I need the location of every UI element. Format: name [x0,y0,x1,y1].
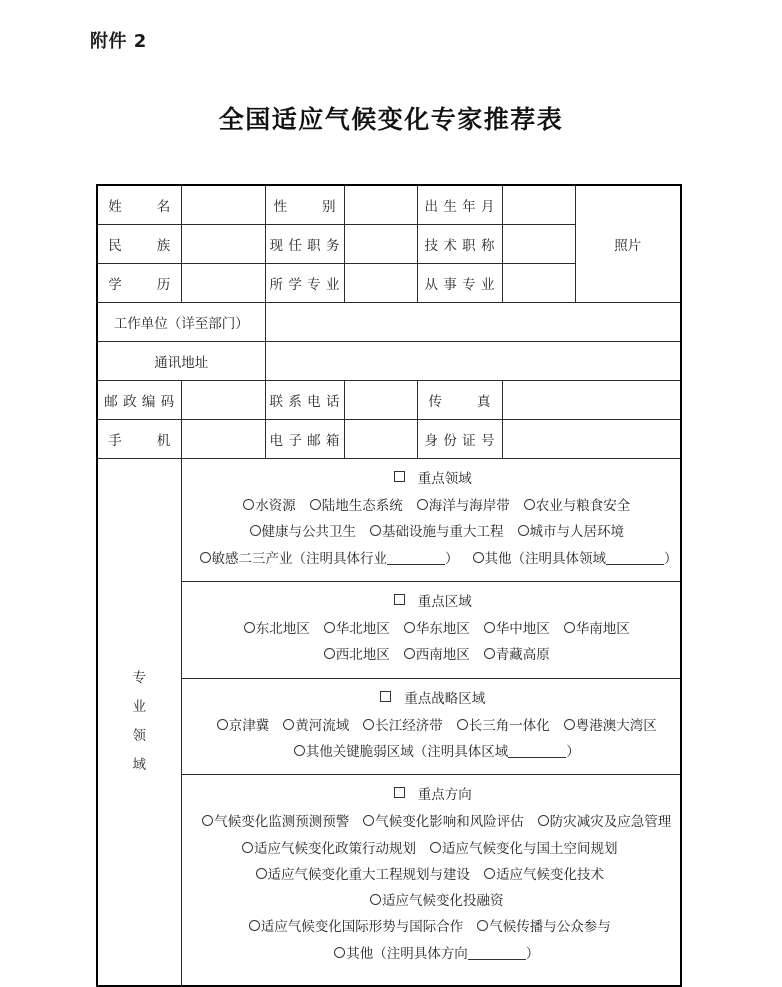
blank-close-paren: ） [525,945,540,962]
radio-icon[interactable] [404,622,415,633]
field-label-work-unit: 工作单位（详至部门） [97,303,265,342]
subsection-heading[interactable] [192,590,675,610]
radio-option[interactable] [404,642,470,668]
radio-icon[interactable] [417,499,428,510]
radio-option[interactable] [564,713,657,739]
radio-option[interactable] [370,519,504,545]
subsection-heading-label: 重点区域 [417,593,472,610]
radio-option[interactable] [363,713,443,739]
field-value-birthdate[interactable] [502,185,575,225]
option-line [192,616,675,642]
radio-icon[interactable] [404,648,415,659]
radio-option-label: 城市与人居环境 [529,524,624,541]
radio-option-label: 农业与粮食安全 [535,498,631,514]
label-text: 传 真 [428,394,491,410]
label-text: 现任职务 [269,238,340,254]
radio-option[interactable] [524,493,631,519]
attachment-label: 附件 2 [90,31,147,52]
label-text: 学 历 [108,277,171,293]
radio-option-label: 气候变化影响和风险评估 [375,814,524,831]
radio-icon[interactable] [370,525,381,536]
subsection-heading[interactable] [192,783,675,803]
expert-recommendation-form [96,184,682,987]
subsection-heading-label: 重点领域 [417,471,472,487]
radio-option-label: 适应气候变化重大工程规划与建设 [267,866,470,883]
radio-icon[interactable] [524,499,535,510]
field-value-gender[interactable] [344,185,417,225]
radio-option[interactable] [244,616,310,642]
radio-icon[interactable] [363,719,374,730]
radio-option[interactable] [249,914,464,940]
radio-option[interactable] [243,493,296,519]
field-label-specialty-area [97,459,181,987]
label-text: 所学专业 [269,277,340,293]
field-label-ethnicity [97,225,181,264]
radio-icon[interactable] [477,920,488,931]
radio-option[interactable] [334,941,539,967]
radio-option-label: 敏感二三产业（注明具体行业 [211,550,387,567]
radio-option-label: 华中地区 [495,620,550,637]
radio-option[interactable] [477,914,611,940]
field-label-education [97,264,181,303]
checkbox-icon[interactable] [394,594,405,605]
radio-icon[interactable] [249,920,260,931]
field-value-studied-major[interactable] [344,264,417,303]
radio-option-label: 其他（注明具体方向 [346,945,468,962]
radio-option-label: 健康与公共卫生 [261,524,356,541]
option-line [192,546,678,572]
checkbox-icon[interactable] [394,787,405,798]
radio-icon[interactable] [370,894,381,905]
blank-close-paren: ） [566,743,580,760]
radio-option[interactable] [518,519,625,545]
field-value-education[interactable] [181,264,265,303]
radio-option[interactable] [294,739,580,765]
radio-icon[interactable] [564,622,575,633]
radio-icon[interactable] [518,525,529,536]
radio-icon[interactable] [564,719,575,730]
blank-close-paren: ） [445,550,459,567]
field-value-name[interactable] [181,185,265,225]
specialty-label-char: 业 [132,699,146,716]
radio-icon[interactable] [217,719,228,730]
radio-icon[interactable] [256,868,267,879]
field-value-mobile[interactable] [181,420,265,459]
table-row [97,303,681,342]
field-label-studied-major [265,264,344,303]
radio-option-label: 适应气候变化投融资 [382,893,504,910]
radio-option[interactable] [370,888,504,914]
label-text: 从事专业 [424,277,495,293]
option-line [192,914,675,967]
label-text: 民 族 [108,238,171,254]
field-label-birthdate [417,185,502,225]
radio-option-label: 西北地区 [335,647,390,664]
option-line [192,836,675,915]
radio-icon[interactable] [202,815,213,826]
radio-option[interactable] [457,713,550,739]
radio-option-label: 黄河流域 [295,717,350,734]
label-text: 手 机 [108,433,171,449]
table-row [97,342,681,381]
radio-option-label: 气候传播与公众参与 [489,919,611,936]
field-label-mailing-address: 通讯地址 [97,342,265,381]
radio-option[interactable] [283,713,349,739]
field-value-phone[interactable] [344,381,417,420]
fill-in-blank[interactable] [606,564,664,565]
label-text: 联系电话 [269,394,340,410]
field-label-gender [265,185,344,225]
table-row [97,420,681,459]
radio-icon[interactable] [457,719,468,730]
radio-icon[interactable] [324,622,335,633]
page-title: 全国适应气候变化专家推荐表 [218,105,564,134]
radio-option[interactable] [404,616,470,642]
radio-icon[interactable] [484,648,495,659]
field-value-current-position[interactable] [344,225,417,264]
radio-option[interactable] [538,809,672,835]
field-label-technical-title [417,225,502,264]
table-row [97,185,681,225]
option-line [192,739,675,765]
radio-option[interactable] [200,546,459,572]
radio-icon[interactable] [334,947,345,958]
field-label-postal-code [97,381,181,420]
radio-option[interactable] [217,713,270,739]
radio-option-label: 长三角一体化 [468,717,550,734]
radio-option[interactable] [484,616,550,642]
subsection-heading[interactable] [192,687,675,707]
label-text: 出生年月 [424,199,495,215]
subsection-heading-label: 重点方向 [417,787,472,804]
label-text: 性 别 [273,199,336,215]
table-row-specialty [97,459,681,987]
option-line [192,809,675,835]
radio-icon[interactable] [324,648,335,659]
radio-option-label: 海洋与海岸带 [428,498,510,514]
label-text: 电子邮箱 [269,433,340,449]
radio-icon[interactable] [473,552,484,563]
radio-option-label: 陆地生态系统 [321,498,403,514]
radio-option[interactable] [417,493,510,519]
fill-in-blank[interactable] [508,757,566,758]
option-line [192,493,675,519]
radio-option-label: 气候变化监测预测预警 [214,814,350,831]
radio-option[interactable] [430,836,618,862]
radio-option-label: 华南地区 [575,620,630,637]
radio-option[interactable] [484,642,550,668]
subsection-heading[interactable] [192,467,675,487]
radio-option[interactable] [324,642,390,668]
option-line [192,642,675,668]
field-label-current-position [265,225,344,264]
radio-icon[interactable] [283,719,294,730]
label-text: 技术职称 [424,238,495,254]
field-label-name [97,185,181,225]
radio-icon[interactable] [363,815,374,826]
radio-icon[interactable] [294,745,305,756]
radio-icon[interactable] [242,842,253,853]
field-value-mailing-address[interactable] [265,342,681,381]
field-value-working-major[interactable] [502,264,575,303]
radio-option-label: 适应气候变化与国土空间规划 [442,840,618,857]
radio-option[interactable] [564,616,630,642]
radio-option-label: 华北地区 [335,620,390,637]
specialty-subsection [182,459,681,582]
radio-icon[interactable] [200,552,211,563]
radio-option[interactable] [250,519,357,545]
field-value-technical-title[interactable] [502,225,575,264]
field-label-mobile [97,420,181,459]
radio-option-label: 水资源 [255,498,296,514]
radio-option-label: 华东地区 [415,620,470,637]
label-text: 姓 名 [108,199,171,215]
radio-option[interactable] [324,616,390,642]
fill-in-blank[interactable] [468,959,526,960]
field-value-fax[interactable] [502,381,681,420]
radio-option-label: 基础设施与重大工程 [382,524,504,541]
label-text: 邮政编码 [104,394,175,410]
specialty-options-container [181,459,681,987]
specialty-subsection [182,775,681,985]
field-value-work-unit[interactable] [265,303,681,342]
field-value-id-number[interactable] [502,420,681,459]
radio-option-label: 防灾减灾及应急管理 [549,814,672,831]
field-label-id-number [417,420,502,459]
table-row [97,381,681,420]
checkbox-icon[interactable] [380,691,391,702]
radio-icon[interactable] [243,499,254,510]
subsection-heading-label: 重点战略区域 [404,690,486,707]
radio-option[interactable] [484,862,604,888]
radio-option[interactable] [242,836,416,862]
radio-option[interactable] [256,862,471,888]
radio-option[interactable] [310,493,403,519]
radio-icon[interactable] [430,842,441,853]
radio-option-label: 东北地区 [255,620,310,637]
radio-option[interactable] [473,546,678,572]
photo-cell[interactable]: 照片 [575,185,681,303]
field-value-ethnicity[interactable] [181,225,265,264]
field-label-phone [265,381,344,420]
fill-in-blank[interactable] [387,564,445,565]
radio-option[interactable] [363,809,524,835]
field-label-fax [417,381,502,420]
radio-icon[interactable] [484,622,495,633]
field-label-email [265,420,344,459]
specialty-subsection [182,679,681,776]
radio-option-label: 青藏高原 [495,647,550,664]
option-line [192,713,675,739]
radio-option-label: 粤港澳大湾区 [575,717,657,734]
radio-icon[interactable] [310,499,321,510]
field-value-postal-code[interactable] [181,381,265,420]
radio-option[interactable] [202,809,349,835]
radio-option-label: 适应气候变化政策行动规划 [254,840,416,857]
specialty-subsection [182,582,681,679]
radio-icon[interactable] [244,622,255,633]
radio-icon[interactable] [484,868,495,879]
label-text: 身份证号 [424,433,495,449]
field-value-email[interactable] [344,420,417,459]
specialty-label-char: 专 [132,670,146,686]
radio-icon[interactable] [538,815,549,826]
option-line [192,519,675,545]
radio-option-label: 其他关键脆弱区域（注明具体区域 [305,743,509,760]
blank-close-paren: ） [664,550,678,567]
radio-option-label: 适应气候变化国际形势与国际合作 [260,919,464,936]
radio-option-label: 西南地区 [415,647,470,664]
radio-icon[interactable] [250,525,261,536]
radio-option-label: 京津冀 [228,717,270,734]
radio-option-label: 其他（注明具体领域 [484,550,606,567]
radio-option-label: 适应气候变化技术 [496,866,604,883]
specialty-label-char: 域 [132,757,146,774]
radio-option-label: 长江经济带 [375,717,443,734]
checkbox-icon[interactable] [394,471,405,482]
specialty-vertical-label [102,459,177,985]
specialty-label-char: 领 [132,728,146,745]
field-label-working-major [417,264,502,303]
